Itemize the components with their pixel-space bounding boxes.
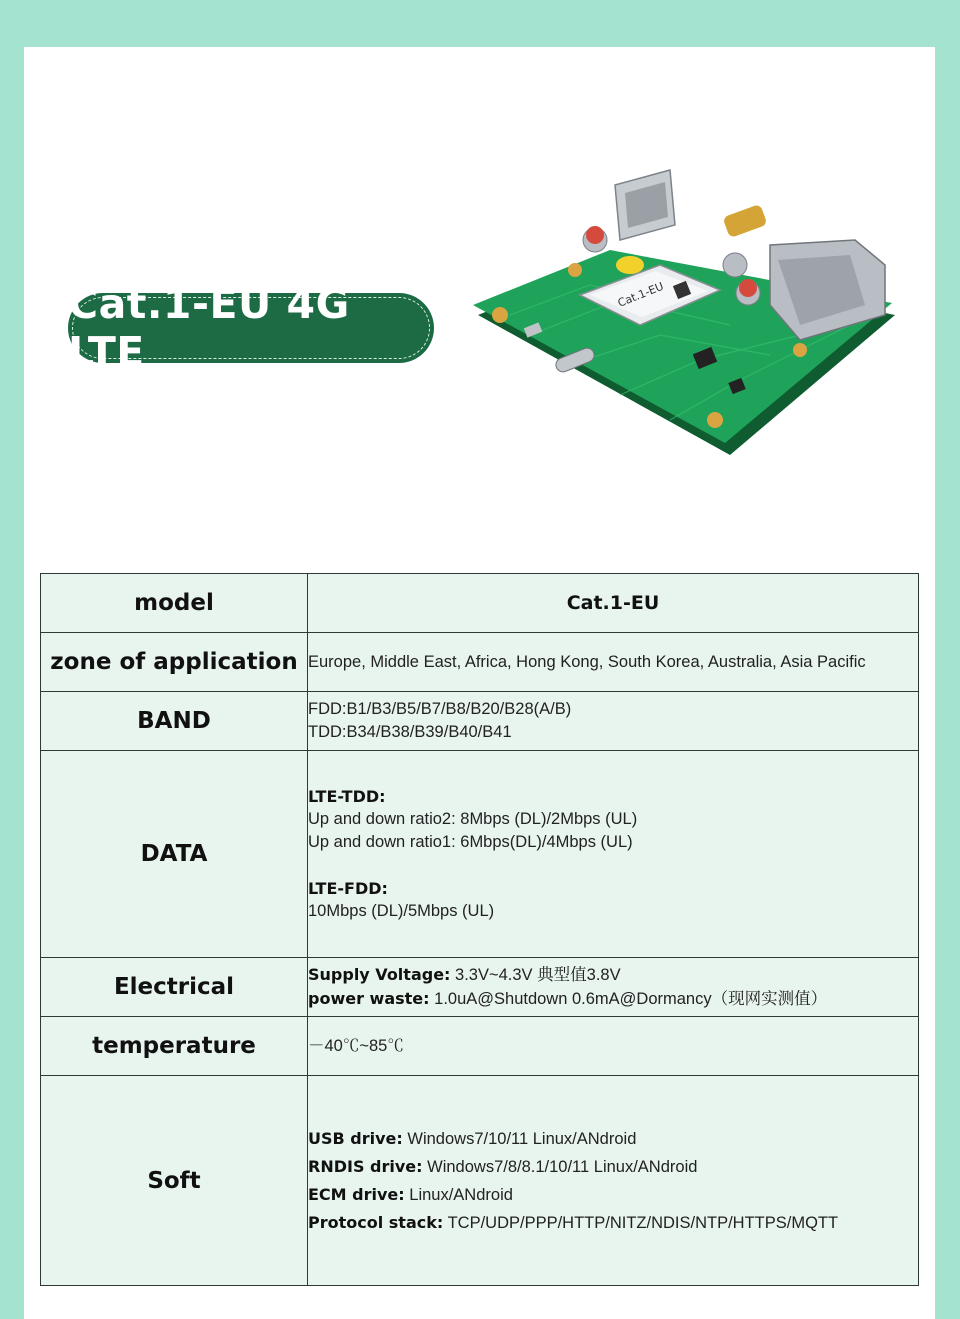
usb-drive-value: Windows7/10/11 Linux/ANdroid	[407, 1129, 637, 1148]
band-fdd: FDD:B1/B3/B5/B7/B8/B20/B28(A/B)	[308, 700, 572, 718]
spec-table	[40, 573, 919, 1286]
table-row	[41, 1076, 919, 1286]
protocol-stack-value: TCP/UDP/PPP/HTTP/NITZ/NDIS/NTP/HTTPS/MQTT	[447, 1213, 839, 1232]
row-value-data	[308, 751, 919, 958]
lte-fdd-line: 10Mbps (DL)/5Mbps (UL)	[308, 902, 495, 920]
row-value-band	[308, 692, 919, 751]
rndis-drive	[308, 1153, 918, 1181]
row-value-temperature: －40℃~85℃	[308, 1017, 919, 1076]
module-chip-label: Cat.1-EU	[615, 279, 666, 310]
capacitor	[723, 253, 747, 277]
product-title-badge	[68, 280, 434, 376]
ecm-drive	[308, 1181, 918, 1209]
lte-tdd-line: Up and down ratio2: 8Mbps (DL)/2Mbps (UL)	[308, 810, 638, 828]
table-row	[41, 633, 919, 692]
capacitor-top	[739, 279, 757, 297]
power-waste-label: power waste:	[308, 989, 430, 1008]
rndis-drive-value: Windows7/8/8.1/10/11 Linux/ANdroid	[427, 1157, 698, 1176]
lte-tdd-line: Up and down ratio1: 6Mbps(DL)/4Mbps (UL)	[308, 833, 633, 851]
brass-standoff	[568, 263, 582, 277]
ecm-drive-value: Linux/ANdroid	[409, 1185, 513, 1204]
row-key-zone: zone of application	[41, 633, 308, 692]
row-value-zone: Europe, Middle East, Africa, Hong Kong, South Korea, Australia, Asia Pacific	[308, 633, 919, 692]
capacitor-top	[586, 226, 604, 244]
pcb-board-image	[470, 165, 900, 460]
row-key-soft: Soft	[41, 1076, 308, 1286]
lte-fdd-title: LTE-FDD:	[308, 879, 388, 898]
protocol-stack	[308, 1209, 918, 1237]
rndis-drive-label: RNDIS drive:	[308, 1156, 423, 1176]
supply-voltage	[308, 963, 918, 987]
usb-drive	[308, 1125, 918, 1153]
table-row	[41, 751, 919, 958]
usb-drive-label: USB drive:	[308, 1128, 403, 1148]
power-waste	[308, 987, 918, 1011]
yellow-component	[616, 256, 644, 274]
row-key-data: DATA	[41, 751, 308, 958]
brass-standoff	[793, 343, 807, 357]
ecm-drive-label: ECM drive:	[308, 1184, 405, 1204]
brass-standoff	[492, 307, 508, 323]
table-row	[41, 1017, 919, 1076]
lte-tdd-title: LTE-TDD:	[308, 787, 386, 806]
row-key-temperature: temperature	[41, 1017, 308, 1076]
row-key-electrical: Electrical	[41, 958, 308, 1017]
power-waste-value: 1.0uA@Shutdown 0.6mA@Dormancy（现网实测值）	[434, 990, 828, 1008]
table-row	[41, 692, 919, 751]
protocol-stack-label: Protocol stack:	[308, 1212, 444, 1232]
row-value-model: Cat.1-EU	[308, 574, 919, 633]
row-value-soft	[308, 1076, 919, 1286]
supply-voltage-label: Supply Voltage:	[308, 965, 451, 984]
spacer	[308, 854, 918, 877]
table-row	[41, 574, 919, 633]
band-tdd: TDD:B34/B38/B39/B40/B41	[308, 723, 512, 741]
supply-voltage-value: 3.3V~4.3V 典型值3.8V	[455, 966, 621, 984]
row-key-band: BAND	[41, 692, 308, 751]
table-row	[41, 958, 919, 1017]
row-value-electrical	[308, 958, 919, 1017]
sma-connector	[722, 204, 767, 238]
row-key-model: model	[41, 574, 308, 633]
badge-title: Cat.1-EU 4G LTE	[68, 280, 350, 376]
brass-standoff	[707, 412, 723, 428]
